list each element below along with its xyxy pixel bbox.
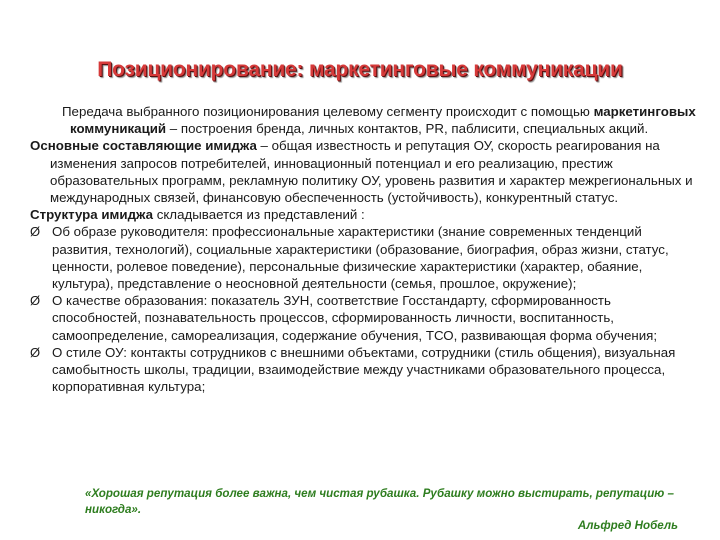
- bullet-text: О качестве образования: показатель ЗУН, соответствие Госстандарту, сформированность способностей, познавательность процессов, сформированность личности, воспитанность, самоопределение, самореализация, содержание обучения, ТСО, развивающая форма обучения;: [52, 293, 658, 343]
- components-bold: Основные составляющие имиджа: [30, 138, 257, 154]
- intro-text-1: Передача выбранного позиционирования целевому сегменту происходит с помощью: [62, 104, 594, 119]
- quote-author: Альфред Нобель: [577, 519, 678, 532]
- bullet-text: О стиле ОУ: контакты сотрудников с внешними объектами, сотрудники (стиль общения), визуальная самобытность школы, традиции, взаимодействие между участниками образовательного процесса, корпоративная культура;: [52, 344, 676, 395]
- slide-title: Позиционирование: маркетинговые коммуникации: [97, 58, 623, 81]
- structure-text: складывается из представлений :: [153, 207, 365, 223]
- structure-paragraph: [30, 206, 698, 223]
- arrow-bullet-icon: Ø: [30, 293, 41, 309]
- intro-bold: маркетинговых коммуникаций: [70, 104, 696, 137]
- slide-body: [30, 103, 698, 395]
- arrow-bullet-icon: Ø: [30, 344, 41, 360]
- structure-bold: Структура имиджа: [30, 207, 153, 223]
- components-paragraph: [30, 137, 698, 206]
- bullet-item-style: [30, 344, 698, 396]
- quote: «Хорошая репутация более важна, чем чистая рубашка. Рубашку можно выстирать, репутацию – никогда».: [85, 487, 674, 516]
- bullet-item-leader: [30, 223, 698, 292]
- intro-text-2: – построения бренда, личных контактов, PR, паблисити, специальных акций.: [166, 121, 649, 137]
- bullet-item-quality: [30, 292, 698, 344]
- arrow-bullet-icon: Ø: [30, 224, 41, 240]
- components-text: – общая известность и репутация ОУ, скорость реагирования на изменения запросов потребителей, инновационный потенциал и его реализацию, престиж образовательных программ, рекламную политику ОУ, уровень развития и характер межрегиональных и международных связей, финансовую обеспеченность (устойчивость), конкурентный статус.: [50, 138, 693, 206]
- bullet-text: Об образе руководителя: профессиональные характеристики (знание современных тенденций развития, технологий), социальные характеристики (образование, биография, образ жизни, статус, ценности, ролевое поведение), персональные физические характеристики (характер, обаяние, культура), представление о неосновной деятельности (семья, прошлое, окружение);: [52, 224, 669, 292]
- intro-paragraph: [50, 103, 698, 137]
